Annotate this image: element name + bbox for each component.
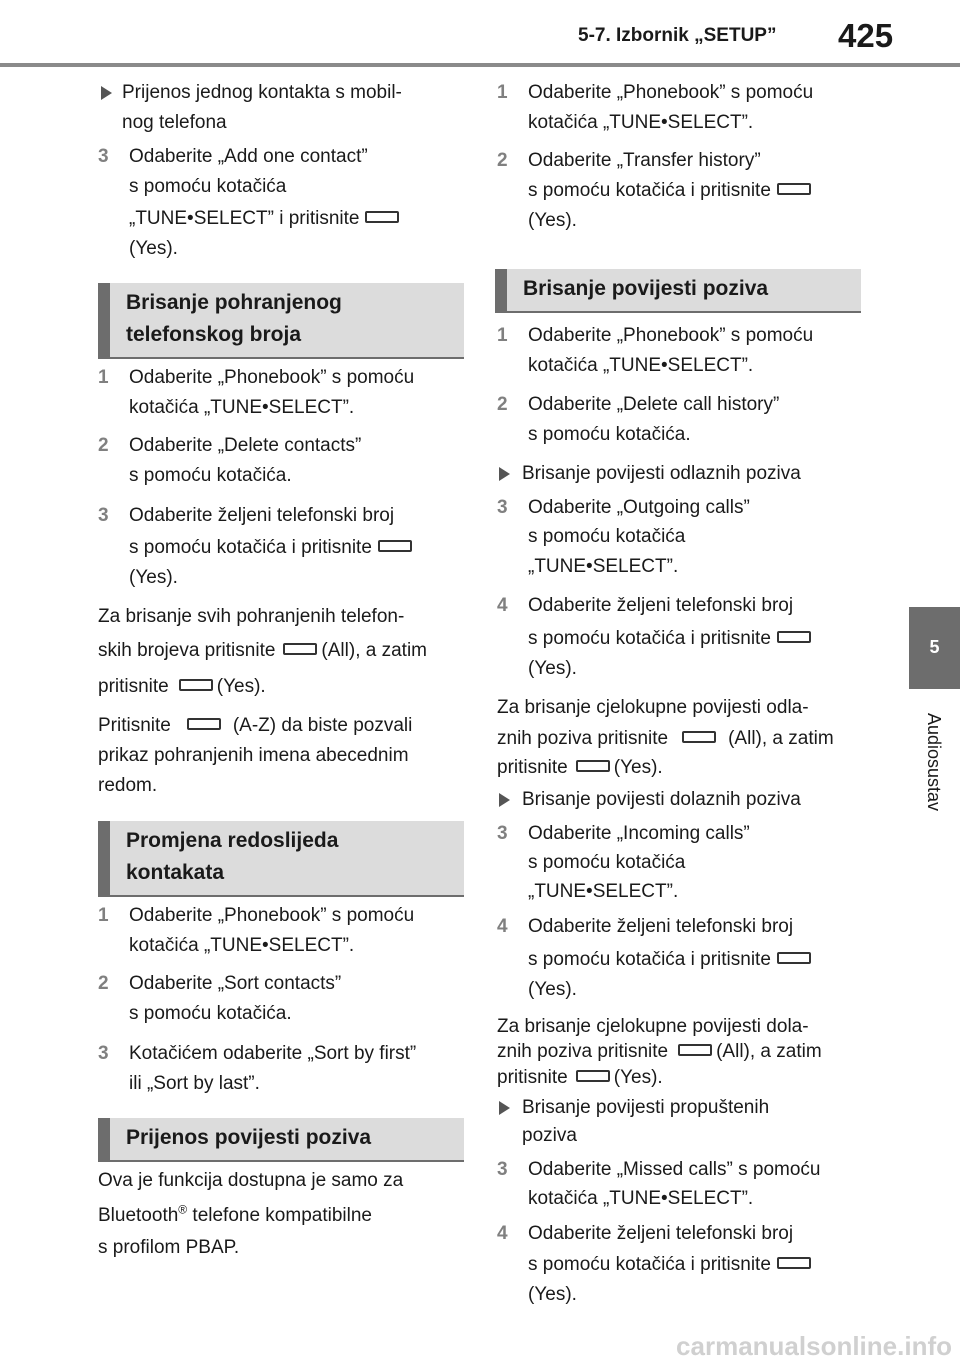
header-rule [0,63,960,67]
step-text: s pomoću kotačića. [129,1003,292,1024]
step-number: 3 [497,1159,508,1180]
step-number: 2 [497,150,508,171]
step-text: Odaberite željeni telefonski broj [129,505,395,526]
step-text: Odaberite „Delete call history” [528,394,780,415]
subheading: Brisanje povijesti odlaznih poziva [522,463,801,484]
screen-button-icon [777,952,811,964]
screen-button-icon [777,631,811,643]
step-text: „TUNE•SELECT” i pritisnite [129,204,405,234]
step-text: Odaberite željeni telefonski broj [528,595,794,616]
screen-button-icon [365,211,399,223]
step-text: (Yes). [528,979,577,1000]
step-text: (Yes). [129,238,178,259]
paragraph: Pritisnite (A-Z) da biste pozvali [98,715,413,736]
paragraph: Za brisanje svih pohranjenih telefon- [98,606,405,627]
step-text: Odaberite „Add one contact” [129,146,368,167]
step-number: 2 [497,394,508,415]
step-text: s pomoću kotačića. [129,465,292,486]
step-text: ili „Sort by last”. [129,1073,260,1094]
step-text: s pomoću kotačića. [528,424,691,445]
screen-button-icon [678,1044,712,1056]
step-text: s pomoću kotačića i pritisnite [528,1250,817,1280]
step-text: Odaberite „Phonebook” s pomoću [528,325,814,346]
section-heading: Prijenos povijesti poziva [126,1126,372,1149]
section-heading-box [98,1118,464,1162]
subheading: Brisanje povijesti dolaznih poziva [522,789,801,810]
step-text: „TUNE•SELECT”. [528,556,679,577]
step-number: 3 [98,146,109,167]
step-text: Odaberite željeni telefonski broj [528,916,794,937]
step-text: Odaberite „Missed calls” s pomoću [528,1159,821,1180]
subheading-transfer-one: Prijenos jednog kontakta s mobil- [122,82,402,103]
screen-button-icon [777,183,811,195]
page-number: 425 [838,17,894,54]
step-text: kotačića „TUNE•SELECT”. [528,112,754,133]
step-text: s pomoću kotačića [528,852,686,873]
step-text: Odaberite „Outgoing calls” [528,497,750,518]
step-text: Kotačićem odaberite „Sort by first” [129,1043,417,1064]
bullet-arrow-icon [499,1101,510,1115]
section-heading: Promjena redoslijeda [126,829,339,852]
step-number: 4 [497,595,508,616]
screen-button-icon [576,760,610,772]
section-heading: Brisanje pohranjenog [126,291,342,314]
subheading: poziva [522,1125,577,1146]
section-heading: kontakata [126,861,225,884]
step-text: Odaberite „Transfer history” [528,150,761,171]
step-number: 4 [497,1223,508,1244]
step-text: (Yes). [528,658,577,679]
bullet-arrow-icon [499,467,510,481]
step-text: Odaberite „Incoming calls” [528,823,750,844]
screen-button-icon [378,540,412,552]
step-text: Odaberite „Phonebook” s pomoću [129,905,415,926]
step-text: (Yes). [528,1284,577,1305]
step-text: Odaberite „Phonebook” s pomoću [528,82,814,103]
registered-mark: ® [178,1202,188,1217]
paragraph: Ova je funkcija dostupna je samo za [98,1170,404,1191]
subheading-transfer-one-cont: nog telefona [122,112,227,133]
step-text: kotačića „TUNE•SELECT”. [528,355,754,376]
step-text: kotačića „TUNE•SELECT”. [129,935,355,956]
paragraph: s profilom PBAP. [98,1237,240,1258]
screen-button-icon [179,679,213,691]
step-text: s pomoću kotačića i pritisnite [528,176,817,206]
step-number: 1 [98,367,109,388]
screen-button-icon [682,731,716,743]
step-text: „TUNE•SELECT”. [528,881,679,902]
step-text: Odaberite „Phonebook” s pomoću [129,367,415,388]
chapter-tab [909,607,960,689]
step-text: s pomoću kotačića i pritisnite [129,533,418,563]
paragraph: pritisnite (Yes). [497,1067,663,1088]
bullet-arrow-icon [101,86,112,100]
paragraph: pritisnite (Yes). [98,676,266,697]
bullet-arrow-icon [499,793,510,807]
step-text: s pomoću kotačića [129,176,287,197]
step-text: s pomoću kotačića [528,526,686,547]
section-heading-box [495,269,861,313]
step-text: Odaberite željeni telefonski broj [528,1223,794,1244]
paragraph: Za brisanje cjelokupne povijesti odla- [497,697,809,718]
paragraph: redom. [98,775,158,796]
watermark: carmanualsonline.info [676,1331,952,1361]
chapter-number: 5 [929,637,940,657]
paragraph: Bluetooth® telefone kompatibilne [98,1202,372,1226]
step-number: 4 [497,916,508,937]
paragraph: prikaz pohranjenih imena abecednim [98,745,409,766]
step-number: 3 [497,823,508,844]
paragraph: znih poziva pritisnite (All), a zatim [497,728,834,749]
header-section-title: 5-7. Izbornik „SETUP” [578,25,777,46]
step-number: 3 [497,497,508,518]
step-text: (Yes). [129,567,178,588]
step-number: 2 [98,973,109,994]
step-text: kotačića „TUNE•SELECT”. [129,397,355,418]
section-heading: Brisanje povijesti poziva [523,277,769,300]
screen-button-icon [576,1070,610,1082]
paragraph: Za brisanje cjelokupne povijesti dola- [497,1016,809,1037]
step-number: 3 [98,1043,109,1064]
chapter-label: Audiosustav [924,712,944,812]
step-text: Odaberite „Delete contacts” [129,435,362,456]
section-heading-box [98,283,464,359]
step-text: s pomoću kotačića i pritisnite [528,945,817,975]
step-number: 1 [497,82,508,103]
subheading: Brisanje povijesti propuštenih [522,1097,770,1118]
step-text: Odaberite „Sort contacts” [129,973,342,994]
step-number: 1 [98,905,109,926]
step-number: 2 [98,435,109,456]
section-heading-box [98,821,464,897]
screen-button-icon [187,718,221,730]
paragraph: znih poziva pritisnite (All), a zatim [497,1041,822,1062]
section-heading: telefonskog broja [126,323,302,346]
step-text: (Yes). [528,210,577,231]
step-number: 1 [497,325,508,346]
step-text: kotačića „TUNE•SELECT”. [528,1188,754,1209]
paragraph: pritisnite (Yes). [497,757,663,778]
step-text: s pomoću kotačića i pritisnite [528,624,817,654]
step-number: 3 [98,505,109,526]
screen-button-icon [777,1257,811,1269]
screen-button-icon [283,643,317,655]
paragraph: skih brojeva pritisnite (All), a zatim [98,640,427,661]
